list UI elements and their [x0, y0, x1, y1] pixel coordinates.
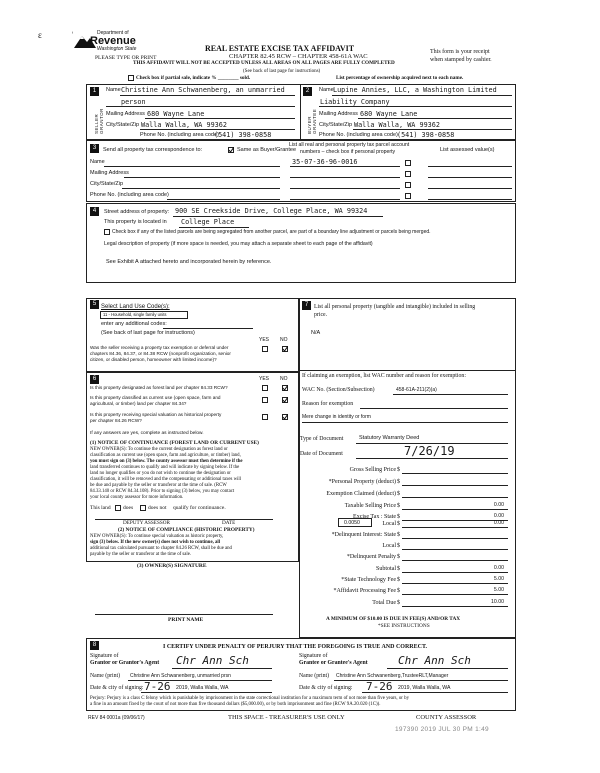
additional-codes-label: enter any additional codes:	[101, 321, 167, 327]
historic-yes-checkbox[interactable]	[262, 414, 268, 420]
type-note: PLEASE TYPE OR PRINT	[95, 55, 157, 61]
located-city[interactable]: College Place	[181, 218, 235, 226]
tax-row-label: *Delinquent Interest: State	[331, 532, 396, 538]
tax-row-label: Taxable Selling Price	[344, 503, 396, 509]
segregated-parcel-label: Check box if any of the listed parcels are being segregated from another parcel, are part of a boundary line adjustment or parcels being merged.	[112, 229, 431, 235]
tech-fee-value[interactable]: 5.00	[493, 576, 504, 582]
tax-row-label: Excise Tax : State	[353, 514, 396, 520]
land-use-label: Select Land Use Code(s):	[101, 304, 170, 310]
tax-row-label: *Delinquent Penalty	[346, 554, 396, 560]
excise-local-value[interactable]: 0.00	[493, 520, 504, 526]
logo-name: Revenue	[90, 35, 136, 47]
print-name-label: PRINT NAME	[168, 617, 204, 623]
grantor-year-city[interactable]: 2019, Walla Walla, WA	[176, 685, 229, 691]
street-address[interactable]: 900 SE Creekside Drive, College Place, WA 99324	[175, 207, 368, 215]
section-1-number: 1	[90, 87, 99, 96]
grantor-date-label: Date & city of signing:	[90, 685, 144, 691]
exemption-yes-checkbox[interactable]	[262, 346, 268, 352]
grantee-signature[interactable]: Chr Ann Sch	[398, 654, 471, 667]
parcel-list-label: List all real and personal property tax parcel account	[289, 142, 410, 148]
see-instructions-note: *SEE INSTRUCTIONS	[378, 623, 430, 629]
buyer-name[interactable]: Lupine Annies, LLC, a Washington Limited	[333, 86, 497, 94]
same-as-buyer-checkbox[interactable]	[228, 147, 234, 153]
corner-mark-left: ɛ	[38, 30, 42, 40]
personal-property-checkbox-4[interactable]	[405, 193, 411, 199]
minimum-notice: A MINIMUM OF $10.00 IS DUE IN FEE(S) AND/OR TAX	[326, 616, 461, 622]
forest-land-question: Is this property designated as forest land per chapter 84.33 RCW?	[90, 385, 228, 390]
check-icon	[282, 414, 288, 420]
owner-signature-label: (3) OWNER(S) SIGNATURE	[137, 563, 207, 569]
doc-type[interactable]: Statutory Warranty Deed	[359, 435, 420, 441]
land-use-code: 11 - Household, single family units	[103, 312, 167, 317]
seller-mailing-label: Mailing Address	[106, 111, 145, 117]
cashier-note: when stamped by cashier.	[430, 57, 492, 63]
local-rate-field[interactable]	[338, 518, 372, 527]
grantor-sig-label-2: Grantor or Grantor's Agent	[90, 660, 160, 666]
exemption-question-line-3: citizen, or disabled person, homeowner with limited income)?	[90, 357, 217, 362]
buyer-mailing-label: Mailing Address	[319, 111, 358, 117]
personal-property-checkbox-2[interactable]	[405, 171, 411, 177]
section-5-yes: YES	[259, 337, 270, 343]
ownership-note: List percentage of ownership acquired next to each name.	[336, 75, 464, 81]
seller-name[interactable]: Christine Ann Schwanenberg, an unmarried	[121, 86, 285, 94]
buyer-mailing[interactable]: 680 Wayne Lane	[360, 110, 418, 118]
section-2-number: 2	[303, 87, 312, 96]
local-rate: 0.0050	[344, 520, 360, 526]
total-due-value[interactable]: 10.00	[491, 599, 504, 605]
correspondence-phone-label: Phone No. (including area code)	[90, 192, 169, 198]
tax-row-label: Subtotal	[375, 566, 396, 572]
form-title: REAL ESTATE EXCISE TAX AFFIDAVIT	[205, 44, 355, 53]
notice-2-title: (2) NOTICE OF COMPLIANCE (HISTORIC PROPERTY)	[118, 527, 255, 533]
section-6-yes: YES	[259, 376, 270, 382]
seller-mailing[interactable]: 680 Wayne Lane	[147, 110, 205, 118]
exemption-claim-label: If claiming an exemption, list WAC number and reason for exemption:	[302, 373, 466, 379]
grantor-printed-name[interactable]: Christine Ann Schwanenberg, unmarried prsn	[130, 673, 231, 679]
buyer-name-label: Name	[319, 87, 334, 93]
segregated-parcel-checkbox[interactable]	[104, 229, 110, 235]
personal-property-label-2: price.	[314, 312, 328, 318]
doc-date-label: Date of Document	[300, 451, 343, 457]
logo-dept: Department of	[97, 30, 129, 36]
see-back-instructions: (See back of last page for instructions)	[101, 330, 195, 336]
located-label: This property is located in	[104, 219, 167, 225]
parcel-list-label-2: numbers – check box if personal property	[300, 149, 396, 155]
grantee-sign-date[interactable]: 7-26	[366, 680, 393, 693]
historic-question-1: Is this property receiving special valuation as historical property	[90, 412, 222, 417]
land-does-checkbox[interactable]	[115, 505, 121, 511]
exemption-reason[interactable]: Mere change in identity or form	[302, 414, 371, 420]
buyer-city-label: City/State/Zip	[319, 122, 353, 128]
partial-sale-checkbox[interactable]	[128, 75, 134, 81]
exemption-question-line-1: Was the seller receiving a property tax exemption or deferral under	[90, 345, 229, 350]
tax-row-label: Local	[382, 543, 396, 549]
section-7-number: 7	[302, 301, 311, 310]
seller-city-label: City/State/Zip	[106, 122, 140, 128]
correspondence-mailing-label: Mailing Address	[90, 170, 129, 176]
subtotal-value[interactable]: 0.00	[493, 565, 504, 571]
correspondence-name-label: Name	[90, 159, 105, 165]
logo-state: Washington State	[97, 46, 137, 52]
tax-row-label: *Personal Property (deduct)	[328, 479, 396, 485]
check-icon	[282, 346, 288, 352]
tax-row-label: Exemption Claimed (deduct)	[326, 491, 396, 497]
grantee-sig-label: Signature of	[299, 653, 328, 659]
land-use-code-field[interactable]	[100, 311, 188, 319]
notice-1-title: (1) NOTICE OF CONTINUANCE (FOREST LAND OR CURRENT USE)	[90, 440, 259, 446]
current-use-no-checkbox[interactable]	[282, 397, 288, 403]
personal-property-value[interactable]: N/A	[311, 330, 321, 336]
seller-vertical-label: SELLER GRANTOR	[94, 108, 104, 134]
correspondence-city-label: City/State/Zip	[90, 181, 124, 187]
seller-city[interactable]: Walla Walla, WA 99362	[141, 121, 227, 129]
land-does-not-checkbox[interactable]	[140, 505, 146, 511]
processing-fee-value[interactable]: 5.00	[493, 587, 504, 593]
perjury-statement-2: a fine in an amount fixed by the court of not more than five thousand dollars ($5,000.00), or by both imprisonment and fine (RCW 9A.20.020 (1C)).	[90, 702, 381, 707]
form-warning: THIS AFFIDAVIT WILL NOT BE ACCEPTED UNLESS ALL AREAS ON ALL PAGES ARE FULLY COMPLETED	[133, 60, 395, 66]
form-subtitle: CHAPTER 82.45 RCW – CHAPTER 458-61A WAC	[229, 53, 368, 60]
land-does-label: does	[123, 505, 134, 511]
same-as-buyer-label: Same as Buyer/Grantee	[237, 147, 297, 153]
wac-number[interactable]: 458-61A-211(2)(a)	[396, 387, 437, 393]
county-assessor-label: COUNTY ASSESSOR	[416, 714, 477, 721]
grantor-name-label: Name (print)	[90, 673, 121, 679]
seller-name-cont[interactable]: person	[121, 98, 146, 106]
perjury-statement: Perjury: Perjury is a class C felony which is punishable by imprisonment in the state correctional institution for a maximum term of not more than five years, or by	[90, 696, 410, 701]
historic-no-checkbox[interactable]	[282, 414, 288, 420]
treasurer-use-only: THIS SPACE - TREASURER'S USE ONLY	[228, 714, 345, 721]
tax-row-label: Total Due	[372, 600, 396, 606]
tax-row-label: *State Technology Fee	[341, 577, 396, 583]
buyer-name-cont[interactable]: Liability Company	[320, 98, 390, 106]
wac-label: WAC No. (Section/Subsection)	[302, 387, 375, 393]
complete-instruction: If any answers are yes, complete as instructed below.	[90, 431, 204, 436]
buyer-phone-label: Phone No. (including area code)	[319, 132, 398, 138]
certify-statement: I CERTIFY UNDER PENALTY OF PERJURY THAT THE FOREGOING IS TRUE AND CORRECT.	[163, 644, 428, 650]
grantee-sig-label-2: Grantee or Grantee's Agent	[299, 660, 368, 666]
seller-phone-label: Phone No. (including area code)	[140, 132, 219, 138]
section-6-number: 6	[90, 375, 99, 384]
deputy-date-label: DATE	[222, 520, 236, 526]
parcel-number[interactable]: 35-07-36-96-0016	[292, 158, 358, 166]
recording-stamp: 197390 2019 JUL 30 PM 1:49	[395, 726, 489, 733]
grantee-year-city[interactable]: 2019, Walla Walla, WA	[398, 685, 451, 691]
section-8-number: 8	[90, 641, 99, 650]
send-correspondence-label: Send all property tax correspondence to:	[103, 147, 203, 153]
check-icon	[282, 397, 288, 403]
see-back-note: (See back of last page for instructions)	[243, 69, 321, 74]
forest-yes-checkbox[interactable]	[262, 385, 268, 391]
exhibit-reference: See Exhibit A attached hereto and incorporated herein by reference.	[106, 259, 272, 265]
check-icon	[282, 385, 288, 391]
buyer-phone[interactable]: (541) 398-0858	[397, 131, 455, 139]
grantee-date-label: Date & city of signing:	[299, 685, 353, 691]
grantor-sign-date[interactable]: 7-26	[144, 680, 171, 693]
receipt-note: This form is your receipt	[430, 49, 490, 55]
tax-row-label: Local	[382, 521, 396, 527]
section-5-no: NO	[280, 337, 288, 343]
section-6-no: NO	[280, 376, 288, 382]
doc-type-label: Type of Document	[300, 436, 344, 442]
land-does-not-label: does not	[148, 505, 167, 511]
reason-label: Reason for exemption	[302, 401, 354, 407]
check-icon	[228, 147, 234, 153]
doc-date[interactable]: 7/26/19	[404, 444, 455, 458]
tax-row-label: Gross Selling Price	[349, 467, 396, 473]
section-4-number: 4	[90, 207, 99, 216]
seller-phone[interactable]: (541) 398-0858	[214, 131, 272, 139]
land-label: This land	[90, 505, 111, 511]
assessed-value-label: List assessed value(s)	[440, 147, 495, 153]
exemption-question-line-2: chapters 84.36, 84.37, or 84.38 RCW (nonprofit organization, senior	[90, 351, 231, 356]
tax-row-label: *Affidavit Processing Fee	[333, 588, 396, 594]
section-3-number: 3	[90, 144, 99, 153]
qualify-label: qualify for continuance.	[173, 505, 226, 511]
seller-name-label: Name	[106, 87, 121, 93]
grantee-printed-name[interactable]: Christine Ann Schwanenberg,TrusteeRLT,Manager	[336, 673, 449, 679]
exemption-no-checkbox[interactable]	[282, 346, 288, 352]
historic-question-2: per chapter 84.26 RCW?	[90, 418, 142, 423]
grantor-sig-label: Signature of	[90, 653, 119, 659]
street-address-label: Street address of property:	[104, 209, 170, 215]
legal-description-label: Legal description of property (if more space is needed, you may attach a separate sheet to each page of the affidavit)	[104, 241, 373, 247]
personal-property-checkbox-3[interactable]	[405, 182, 411, 188]
personal-property-checkbox-1[interactable]	[405, 160, 411, 166]
current-use-question-1: Is this property classified as current use (open space, farm and	[90, 395, 221, 400]
excise-state-value[interactable]: 0.00	[493, 513, 504, 519]
deputy-assessor-label: DEPUTY ASSESSOR	[123, 520, 170, 526]
personal-property-label: List all personal property (tangible and intangible) included in selling	[314, 304, 476, 310]
grantor-signature[interactable]: Chr Ann Sch	[176, 654, 249, 667]
form-revision: REV 84 0001a (09/06/17)	[88, 715, 145, 721]
section-5-number: 5	[90, 300, 99, 309]
current-use-question-2: agricultural, or timber) land per chapter 84.34?	[90, 401, 187, 406]
section-7-box	[299, 298, 516, 638]
taxable-price-value[interactable]: 0.00	[493, 502, 504, 508]
current-use-yes-checkbox[interactable]	[262, 397, 268, 403]
corner-mark-right: ˒	[71, 26, 74, 36]
forest-no-checkbox[interactable]	[282, 385, 288, 391]
partial-sale-label: Check box if partial sale, indicate % ________ sold.	[136, 75, 251, 81]
buyer-city[interactable]: Walla Walla, WA 99362	[354, 121, 440, 129]
buyer-vertical-label: BUYER GRANTEE	[307, 108, 317, 134]
grantee-name-label: Name (print)	[299, 673, 330, 679]
